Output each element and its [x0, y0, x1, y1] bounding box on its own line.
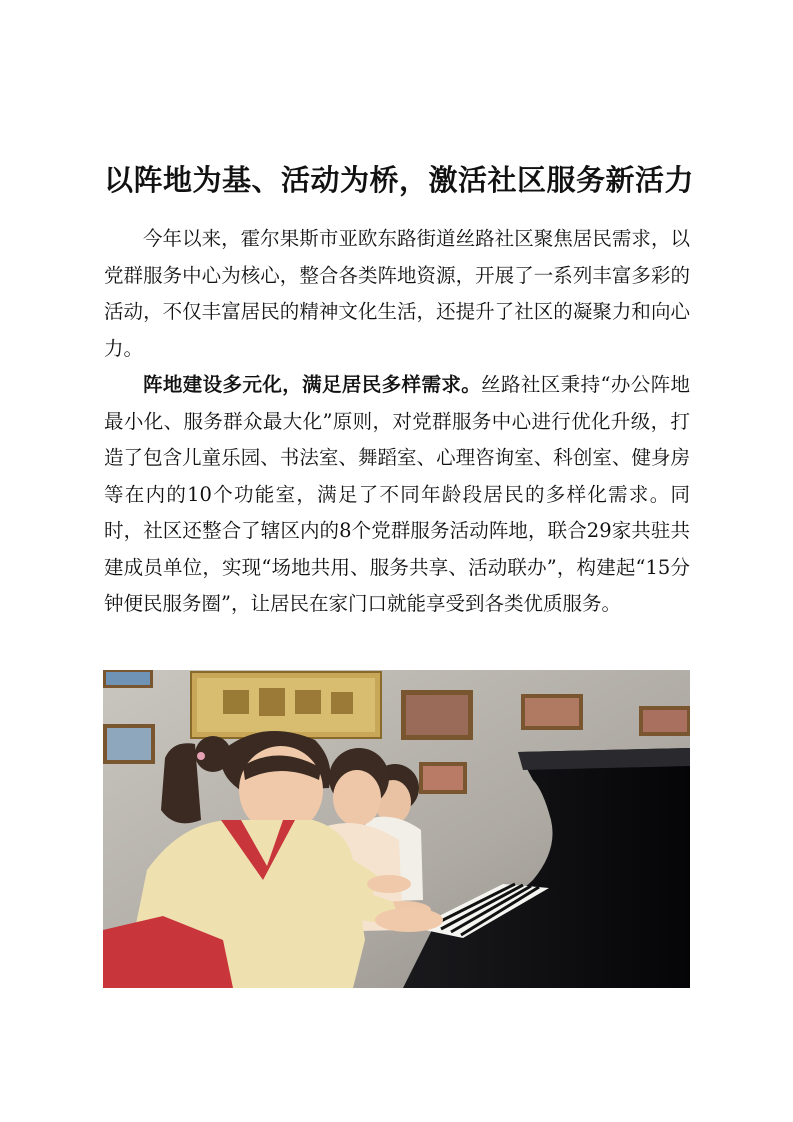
article-title: 以阵地为基、活动为桥，激活社区服务新活力 — [104, 163, 695, 198]
paragraph-lead-sentence: 阵地建设多元化，满足居民多样需求。 — [143, 373, 482, 396]
paragraph-body-text: 丝路社区秉持“办公阵地最小化、服务群众最大化”原则，对党群服务中心进行优化升级，打造了包含儿童乐园、书法室、舞蹈室、心理咨询室、科创室、健身房等在内的10个功能室，满足了不同年龄段居民的多样化需求。同时，社区还整合了辖区内的8个党群服务活动阵地，联合29家共驻共建成员单位，实现“场地共用、服务共享、活动联办”，构建起“15分钟便民服务圈”，让居民在家门口就能享受到各类优质服务。 — [104, 373, 690, 615]
paragraph-intro: 今年以来，霍尔果斯市亚欧东路街道丝路社区聚焦居民需求，以党群服务中心为核心，整合各类阵地资源，开展了一系列丰富多彩的活动，不仅丰富居民的精神文化生活，还提升了社区的凝聚力和向心力。 — [104, 227, 690, 360]
paragraph-venue-construction — [104, 367, 690, 623]
children-playing-piano-photo — [103, 670, 690, 988]
